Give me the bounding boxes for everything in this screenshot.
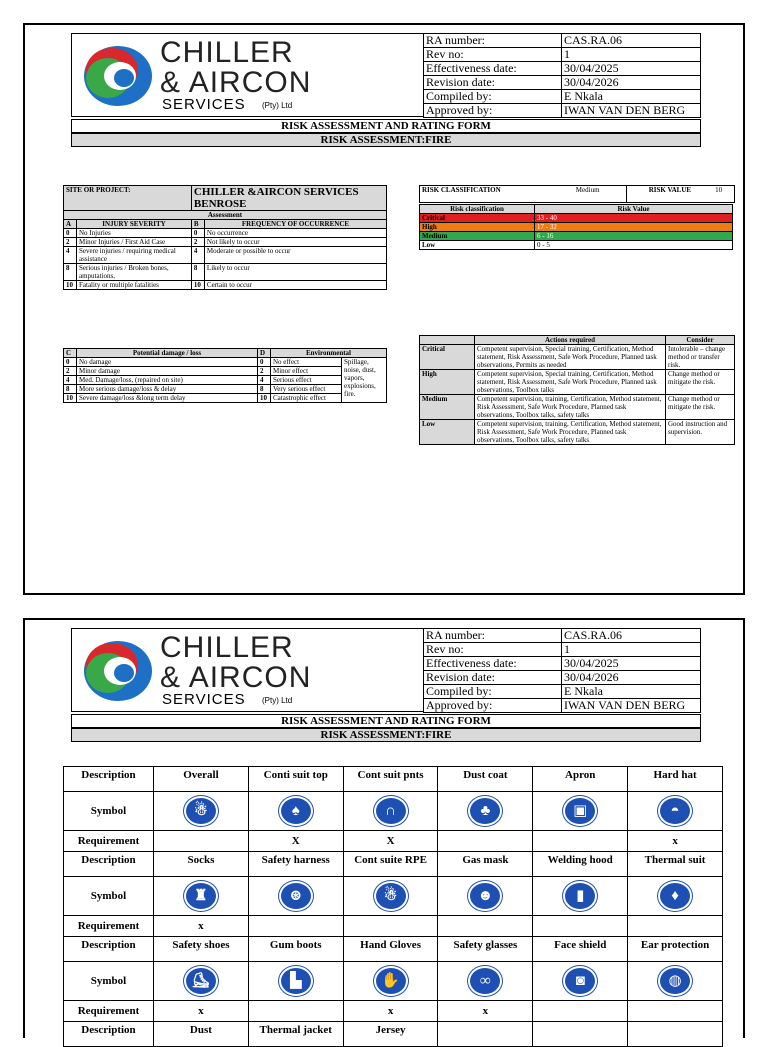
damage-environmental-table (63, 348, 387, 403)
logo-text-pty: (Pty) Ltd (262, 696, 293, 705)
frequency-score: 4 (191, 247, 204, 264)
meta-key: Compiled by: (424, 90, 562, 104)
consider-text: Intolerable – change method or transfer risk. (666, 345, 735, 370)
ppe-description-row (64, 1022, 723, 1047)
meta-row (424, 685, 701, 699)
ppe-requirement-mark (154, 831, 249, 852)
meta-value: 30/04/2026 (562, 671, 701, 685)
glasses-icon: ∞ (468, 966, 502, 996)
action-text: Competent supervision, Special training, Certification, Method statement, Risk Assessment, Safe Work Procedure, Planned task observations, Toolbox talks (475, 370, 666, 395)
ppe-item-name: Thermal suit (628, 852, 723, 877)
environmental-text: Very serious effect (271, 385, 342, 394)
damage-text: Med. Damage/loss, (repaired on site) (77, 376, 258, 385)
risk-value: 10 (713, 186, 734, 203)
environmental-score: 2 (258, 367, 271, 376)
severity-text: Fatality or multiple fatalities (77, 281, 192, 290)
ppe-requirement-mark (628, 916, 723, 937)
ppe-requirement-mark: x (438, 1001, 533, 1022)
meta-value: IWAN VAN DEN BERG (562, 699, 701, 713)
meta-value: E Nkala (562, 685, 701, 699)
ear-protection-icon: ◍ (658, 966, 692, 996)
ppe-item-name: Gas mask (438, 852, 533, 877)
actions-required-table (419, 335, 735, 445)
ppe-requirement-mark (343, 916, 438, 937)
risk-class-row (420, 232, 733, 241)
safety-shoes-icon: ⛸ (184, 966, 218, 996)
severity-score: 8 (64, 264, 77, 281)
document-page-1 (23, 23, 745, 595)
ppe-symbol-cell (154, 792, 249, 831)
damage-score: 2 (64, 367, 77, 376)
form-subtitle: RISK ASSESSMENT:FIRE (71, 133, 701, 147)
environmental-text: Serious effect (271, 376, 342, 385)
ppe-symbol-cell (248, 877, 343, 916)
damage-text: No damage (77, 358, 258, 367)
ppe-description-label: Description (64, 937, 154, 962)
ppe-item-name: Cont suit pnts (343, 767, 438, 792)
ppe-requirement-row (64, 916, 723, 937)
environmental-score: 10 (258, 394, 271, 403)
form-title: RISK ASSESSMENT AND RATING FORM (71, 714, 701, 728)
ppe-item-name: Welding hood (533, 852, 628, 877)
ppe-item-name (533, 1022, 628, 1047)
meta-value: IWAN VAN DEN BERG (562, 104, 701, 118)
meta-value: 1 (562, 48, 701, 62)
ppe-rows (64, 767, 723, 1047)
meta-key: Revision date: (424, 671, 562, 685)
severity-text: Severe injuries / requiring medical assistance (77, 247, 192, 264)
ppe-description-label: Description (64, 1022, 154, 1047)
damage-header: Potential damage / loss (77, 349, 258, 358)
col-a-header: A (64, 220, 77, 229)
meta-key: Approved by: (424, 699, 562, 713)
ppe-requirement-mark: x (343, 1001, 438, 1022)
consider-text: Good instruction and supervision. (666, 420, 735, 445)
risk-class-row (420, 214, 733, 223)
hard-hat-icon: ◓ (658, 796, 692, 826)
frequency-text: Certain to occur (204, 281, 386, 290)
frequency-text: Likely to occur (204, 264, 386, 281)
damage-text: Minor damage (77, 367, 258, 376)
document-page-2 (23, 618, 745, 1038)
logo-text-aircon: & AIRCON (160, 661, 312, 694)
action-text: Competent supervision, training, Certification, Method statement, Risk Assessment, Safe Work Procedure, Planned task observations, Toolbox talks, safety talks (475, 395, 666, 420)
ppe-symbol-cell (438, 962, 533, 1001)
severity-row (64, 229, 387, 238)
company-logo (71, 628, 423, 712)
frequency-header: FREQUENCY OF OCCURRENCE (204, 220, 386, 229)
damage-row (64, 367, 387, 376)
ppe-item-name: Hand Gloves (343, 937, 438, 962)
meta-row (424, 76, 701, 90)
ppe-requirement-mark: x (628, 831, 723, 852)
ppe-description-row (64, 852, 723, 877)
site-value: CHILLER &AIRCON SERVICES BENROSE (191, 186, 386, 211)
environmental-score: 4 (258, 376, 271, 385)
risk-class-header: Risk classification (420, 205, 535, 214)
ppe-symbol-cell (533, 962, 628, 1001)
face-shield-icon: ◙ (563, 966, 597, 996)
ppe-requirement-mark (533, 1001, 628, 1022)
damage-score: 4 (64, 376, 77, 385)
ppe-requirement-mark (248, 1001, 343, 1022)
form-title: RISK ASSESSMENT AND RATING FORM (71, 119, 701, 133)
ppe-requirement-label: Requirement (64, 831, 154, 852)
ppe-requirement-row (64, 831, 723, 852)
ppe-item-name (438, 1022, 533, 1047)
ppe-item-name: Dust (154, 1022, 249, 1047)
meta-value: 30/04/2026 (562, 76, 701, 90)
risk-class-label: RISK CLASSIFICATION (420, 186, 574, 203)
company-logo (71, 33, 423, 117)
ppe-item-name (628, 1022, 723, 1047)
risk-class-range: 33 - 40 (535, 214, 733, 223)
ppe-item-name: Dust coat (438, 767, 533, 792)
damage-score: 10 (64, 394, 77, 403)
risk-classification-box (419, 185, 735, 203)
environmental-note: Spillage, noise, dust, vapors, explosions, fire. (342, 358, 387, 403)
meta-value: CAS.RA.06 (562, 34, 701, 48)
damage-score: 8 (64, 385, 77, 394)
ppe-requirement-mark (533, 831, 628, 852)
risk-class-name: High (420, 223, 535, 232)
meta-row (424, 48, 701, 62)
logo-swirl-icon (80, 40, 156, 112)
harness-icon: ⊛ (279, 881, 313, 911)
action-level: High (420, 370, 475, 395)
meta-row (424, 90, 701, 104)
overall-icon: ☃ (184, 796, 218, 826)
ppe-requirement-label: Requirement (64, 916, 154, 937)
ppe-symbol-cell (628, 792, 723, 831)
ppe-item-name: Safety harness (248, 852, 343, 877)
damage-rows (64, 358, 387, 403)
document-meta-table (423, 33, 701, 118)
ppe-requirement-mark (248, 916, 343, 937)
risk-classification-table (419, 204, 733, 250)
meta-row (424, 62, 701, 76)
consider-header: Consider (666, 336, 735, 345)
frequency-text: Moderate or possible to occur (204, 247, 386, 264)
ppe-symbol-cell (248, 962, 343, 1001)
meta-value: 30/04/2025 (562, 62, 701, 76)
ppe-symbol-cell (154, 877, 249, 916)
ppe-requirement-mark: X (248, 831, 343, 852)
damage-row (64, 358, 387, 367)
meta-rows (424, 629, 701, 713)
damage-text: More serious damage/loss & delay (77, 385, 258, 394)
risk-class-value: Medium (574, 186, 626, 203)
ppe-description-row (64, 937, 723, 962)
risk-class-name: Medium (420, 232, 535, 241)
ppe-requirement-mark: X (343, 831, 438, 852)
severity-score: 0 (64, 229, 77, 238)
site-label: SITE OR PROJECT: (64, 186, 192, 211)
meta-key: Effectiveness date: (424, 657, 562, 671)
ppe-item-name: Overall (154, 767, 249, 792)
damage-row (64, 385, 387, 394)
meta-key: Revision date: (424, 76, 562, 90)
frequency-score: 10 (191, 281, 204, 290)
ppe-description-label: Description (64, 852, 154, 877)
ppe-requirement-label: Requirement (64, 1001, 154, 1022)
dust-coat-icon: ♣ (468, 796, 502, 826)
apron-icon: ▣ (563, 796, 597, 826)
meta-key: Rev no: (424, 48, 562, 62)
col-c-header: C (64, 349, 77, 358)
risk-class-row (420, 223, 733, 232)
ppe-item-name: Jersey (343, 1022, 438, 1047)
action-row (420, 345, 735, 370)
logo-text-chiller: CHILLER (160, 631, 294, 664)
suit-pants-icon: ∩ (374, 796, 408, 826)
environmental-text: Catastrophic effect (271, 394, 342, 403)
assessment-header: Assessment (64, 211, 387, 220)
ppe-requirement-mark (628, 1001, 723, 1022)
logo-text-services: SERVICES (162, 96, 246, 113)
ppe-requirement-mark: x (154, 1001, 249, 1022)
frequency-score: 0 (191, 229, 204, 238)
ppe-symbol-cell (248, 792, 343, 831)
severity-row (64, 281, 387, 290)
logo-text-services: SERVICES (162, 691, 246, 708)
ppe-symbol-cell (343, 962, 438, 1001)
meta-value: E Nkala (562, 90, 701, 104)
meta-row (424, 699, 701, 713)
consider-text: Change method or mitigate the risk. (666, 395, 735, 420)
consider-text: Change method or mitigate the risk. (666, 370, 735, 395)
ppe-item-name: Apron (533, 767, 628, 792)
gloves-icon: ✋ (374, 966, 408, 996)
form-subtitle: RISK ASSESSMENT:FIRE (71, 728, 701, 742)
suit-top-icon: ♠ (279, 796, 313, 826)
ppe-item-name: Thermal jacket (248, 1022, 343, 1047)
meta-key: RA number: (424, 629, 562, 643)
severity-rows (64, 229, 387, 290)
action-level: Critical (420, 345, 475, 370)
actions-header: Actions required (475, 336, 666, 345)
risk-class-rows (420, 214, 733, 250)
action-text: Competent supervision, training, Certification, Method statement, Risk Assessment, Safe Work Procedure, Planned task observations, Toolbox talks, safety talks (475, 420, 666, 445)
action-level: Medium (420, 395, 475, 420)
severity-row (64, 238, 387, 247)
ppe-item-name: Gum boots (248, 937, 343, 962)
ppe-requirement-mark (533, 916, 628, 937)
meta-row (424, 629, 701, 643)
injury-severity-header: INJURY SEVERITY (77, 220, 192, 229)
ppe-description-row (64, 767, 723, 792)
ppe-item-name: Face shield (533, 937, 628, 962)
environmental-text: No effect (271, 358, 342, 367)
action-row (420, 370, 735, 395)
ppe-symbol-cell (533, 877, 628, 916)
logo-text-pty: (Pty) Ltd (262, 101, 293, 110)
ppe-symbol-cell (343, 792, 438, 831)
frequency-text: Not likely to occur (204, 238, 386, 247)
ppe-symbol-cell (533, 792, 628, 831)
damage-score: 0 (64, 358, 77, 367)
frequency-score: 2 (191, 238, 204, 247)
ppe-item-name: Cont suite RPE (343, 852, 438, 877)
severity-text: Minor Injuries / First Aid Case (77, 238, 192, 247)
meta-value: 1 (562, 643, 701, 657)
actions-rows (420, 345, 735, 445)
frequency-text: No occurrence (204, 229, 386, 238)
ppe-item-name: Socks (154, 852, 249, 877)
ppe-symbol-row (64, 792, 723, 831)
environmental-score: 0 (258, 358, 271, 367)
environmental-text: Minor effect (271, 367, 342, 376)
ppe-symbol-row (64, 877, 723, 916)
ppe-item-name: Safety glasses (438, 937, 533, 962)
ppe-symbol-label: Symbol (64, 877, 154, 916)
ppe-symbol-cell (343, 877, 438, 916)
risk-class-range: 6 - 16 (535, 232, 733, 241)
ppe-symbol-cell (438, 877, 533, 916)
ppe-symbol-label: Symbol (64, 962, 154, 1001)
ppe-item-name: Safety shoes (154, 937, 249, 962)
socks-icon: ♜ (184, 881, 218, 911)
col-d-header: D (258, 349, 271, 358)
meta-row (424, 104, 701, 118)
damage-row (64, 394, 387, 403)
meta-key: RA number: (424, 34, 562, 48)
rpe-suit-icon: ☃ (374, 881, 408, 911)
action-row (420, 420, 735, 445)
meta-key: Compiled by: (424, 685, 562, 699)
logo-text-chiller: CHILLER (160, 36, 294, 69)
ppe-symbol-label: Symbol (64, 792, 154, 831)
logo-swirl-icon (80, 635, 156, 707)
severity-text: No Injuries (77, 229, 192, 238)
meta-key: Effectiveness date: (424, 62, 562, 76)
ppe-symbol-cell (628, 877, 723, 916)
environmental-score: 8 (258, 385, 271, 394)
action-level: Low (420, 420, 475, 445)
meta-rows (424, 34, 701, 118)
risk-class-name: Critical (420, 214, 535, 223)
risk-value-label: RISK VALUE (626, 186, 713, 203)
environmental-header: Environmental (271, 349, 387, 358)
gas-mask-icon: ☻ (468, 881, 502, 911)
gum-boots-icon: ▙ (279, 966, 313, 996)
ppe-symbol-cell (628, 962, 723, 1001)
ppe-symbol-cell (438, 792, 533, 831)
severity-row (64, 247, 387, 264)
severity-frequency-table (63, 185, 387, 290)
meta-value: CAS.RA.06 (562, 629, 701, 643)
ppe-symbol-row (64, 962, 723, 1001)
col-b-header: B (191, 220, 204, 229)
meta-row (424, 657, 701, 671)
ppe-requirement-mark (438, 916, 533, 937)
action-row (420, 395, 735, 420)
ppe-requirement-row (64, 1001, 723, 1022)
risk-value-header: Risk Value (535, 205, 733, 214)
logo-text-aircon: & AIRCON (160, 66, 312, 99)
severity-text: Serious injuries / Broken bones, amputations, (77, 264, 192, 281)
risk-class-range: 0 - 5 (535, 241, 733, 250)
meta-row (424, 643, 701, 657)
severity-row (64, 264, 387, 281)
risk-class-row (420, 241, 733, 250)
ppe-requirement-mark: x (154, 916, 249, 937)
risk-class-range: 17 - 32 (535, 223, 733, 232)
damage-row (64, 376, 387, 385)
welding-hood-icon: ▮ (563, 881, 597, 911)
meta-row (424, 671, 701, 685)
meta-row (424, 34, 701, 48)
ppe-requirements-table (63, 766, 723, 1047)
thermal-suit-icon: ♦ (658, 881, 692, 911)
ppe-item-name: Hard hat (628, 767, 723, 792)
severity-score: 10 (64, 281, 77, 290)
meta-key: Approved by: (424, 104, 562, 118)
meta-key: Rev no: (424, 643, 562, 657)
severity-score: 2 (64, 238, 77, 247)
ppe-description-label: Description (64, 767, 154, 792)
meta-value: 30/04/2025 (562, 657, 701, 671)
risk-class-name: Low (420, 241, 535, 250)
frequency-score: 8 (191, 264, 204, 281)
ppe-item-name: Conti suit top (248, 767, 343, 792)
severity-score: 4 (64, 247, 77, 264)
ppe-item-name: Ear protection (628, 937, 723, 962)
damage-text: Severe damage/loss &long term delay (77, 394, 258, 403)
action-text: Competent supervision, Special training, Certification, Method statement, Risk Assessment, Safe Work Procedure, Planned task observations, Permits as needed (475, 345, 666, 370)
ppe-requirement-mark (438, 831, 533, 852)
ppe-symbol-cell (154, 962, 249, 1001)
document-meta-table (423, 628, 701, 713)
